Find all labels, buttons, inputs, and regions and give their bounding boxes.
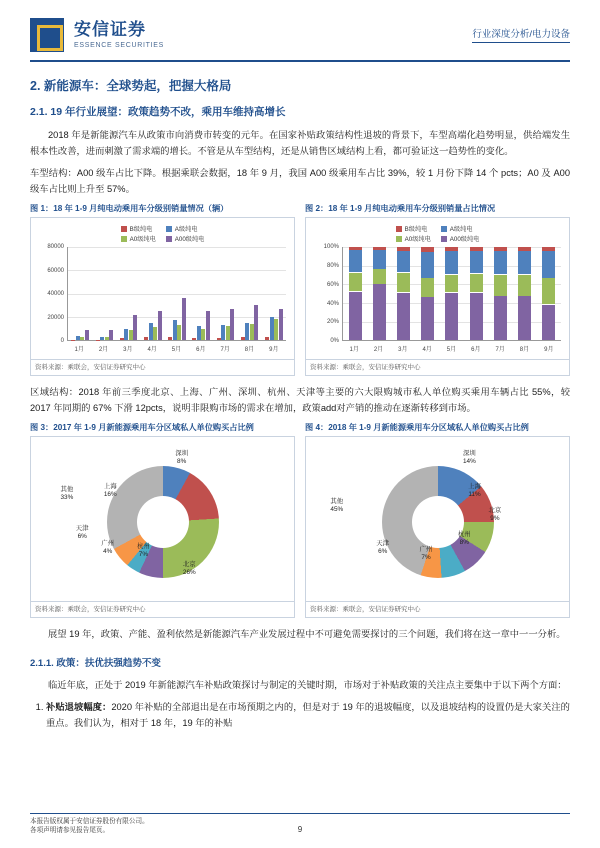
legend-item xyxy=(396,234,431,243)
bar-segment xyxy=(494,251,507,274)
breadcrumb-label: 行业深度分析/电力设备 xyxy=(472,28,570,40)
bar-segment xyxy=(421,297,434,340)
bar-segment xyxy=(421,247,434,252)
paragraph-1: 2018 年是新能源汽车从政策市向消费市转变的元年。在国家补贴政策结构性退坡的背景下，车型高端化趋势明显，供给端发生根本性改善，进而刺激了需求端的增长。不管是从车型结构，还是从销售区域结构上看，都可验证这一趋势性的变化。 xyxy=(30,129,570,156)
y-tick: 60000 xyxy=(47,267,64,274)
bar-segment xyxy=(470,251,483,273)
bar-segment xyxy=(470,247,483,251)
legend-label: A0级纯电 xyxy=(129,236,156,244)
bar-group xyxy=(241,247,259,340)
subsection-heading-1: 2.1. 19 年行业展望：政策趋势不改，乘用车维持高增长 xyxy=(30,105,286,118)
footer-inner xyxy=(30,817,570,836)
bar-segment xyxy=(518,251,531,274)
bar-segment xyxy=(421,278,434,296)
pie-slice-label: 天津 6% xyxy=(75,525,89,541)
figure-row-2 xyxy=(30,423,570,619)
bar xyxy=(226,326,230,340)
bar-group xyxy=(96,247,114,340)
bar-segment xyxy=(445,251,458,274)
figure-2-yaxis xyxy=(312,244,342,345)
bar xyxy=(133,315,137,341)
figure-3-donut xyxy=(107,466,219,578)
paragraph-5: 临近年底，正处于 2019 年新能源汽车补贴政策探讨与制定的关键时期，市场对于补贴政策的关注点主要集中于以下两个方面： xyxy=(48,679,567,690)
subsubsection-heading-1: 2.1.1. 政策：扶优扶强趋势不变 xyxy=(30,657,161,669)
legend-item xyxy=(121,234,156,243)
donut-hole xyxy=(137,496,189,548)
bar-stack xyxy=(542,247,555,340)
bar xyxy=(182,298,186,340)
paragraph-3: 区域结构：2018 年前三季度北京、上海、广州、深圳、杭州、天津等主要的六大限购城市私人单位购买乘用车辆占比 55%，较 2017 年同期的 67% 下滑 12pcts，说明非限购市场的需求在增加，政策add对产销的推动在逐渐转移到市场。 xyxy=(30,387,570,414)
x-tick: 2月 xyxy=(373,347,384,354)
legend-label: A级纯电 xyxy=(449,226,473,234)
y-tick: 100% xyxy=(323,244,339,251)
legend-swatch-icon xyxy=(441,236,447,242)
x-tick: 6月 xyxy=(471,347,481,354)
figure-2-title: 图 2：18 年 1-9 月纯电动乘用车分级别销量占比情况 xyxy=(305,203,496,213)
bar-segment xyxy=(445,247,458,251)
bar-segment xyxy=(349,250,362,272)
y-tick: 0 xyxy=(60,338,64,345)
bar-segment xyxy=(518,296,531,340)
bar-segment xyxy=(397,247,410,251)
figure-2-box xyxy=(305,217,570,376)
legend-swatch-icon xyxy=(166,236,172,242)
bar xyxy=(245,323,249,340)
bar-stack xyxy=(445,247,458,340)
bar-segment xyxy=(542,278,555,304)
pie-slice-label: 上海 16% xyxy=(103,483,117,499)
bar-segment xyxy=(494,247,507,251)
figure-1-legend xyxy=(35,224,290,243)
bar-segment xyxy=(397,251,410,272)
bar xyxy=(197,326,201,340)
figure-1-plot xyxy=(67,247,286,341)
bar xyxy=(85,330,89,340)
bar-segment xyxy=(470,274,483,292)
bar xyxy=(158,311,162,340)
footer-line-1: 本报告版权属于安信证券股份有限公司。 xyxy=(30,817,149,825)
numbered-list xyxy=(30,699,570,732)
bar xyxy=(71,340,75,341)
x-tick: 3月 xyxy=(398,347,408,354)
x-tick: 9月 xyxy=(544,347,554,354)
pie-slice-label: 其他 45% xyxy=(330,498,344,514)
logo-name-cn: 安信证券 xyxy=(74,19,146,39)
figure-4-title: 图 4：2018 年 1-9 月新能源乘用车分区域私人单位购买占比例 xyxy=(305,422,529,432)
y-tick: 80000 xyxy=(47,244,64,251)
bar xyxy=(254,305,258,340)
legend-item xyxy=(396,224,431,233)
bar xyxy=(173,320,177,340)
figure-4-donut-wrap xyxy=(310,447,565,597)
bar-group xyxy=(144,247,162,340)
figure-3-source: 资料来源：乘联会，安信证券研究中心 xyxy=(31,601,294,615)
company-logo-icon xyxy=(30,18,64,52)
figure-1-bars xyxy=(68,247,286,340)
list-item-text: 2020 年补贴的全部退出是在市场预期之内的，但是对于 19 年的退坡幅度，以及退坡结构的设置仍是大家关注的重点。我们认为，相对于 18 年，19 年的补贴 xyxy=(46,701,570,729)
legend-swatch-icon xyxy=(441,226,447,232)
bar-group xyxy=(192,247,210,340)
figure-3-donut-wrap xyxy=(35,447,290,597)
page-number: 9 xyxy=(297,825,303,834)
pie-slice-label: 杭州 8% xyxy=(457,531,471,547)
bar xyxy=(177,325,181,340)
bar-segment xyxy=(542,305,555,341)
bar-segment xyxy=(397,293,410,341)
breadcrumb-underline xyxy=(472,42,570,43)
y-tick: 20000 xyxy=(47,314,64,321)
paragraph-4: 展望 19 年，政策、产能、盈利依然是新能源汽车产业发展过程中不可避免需要探讨的三个问题，我们将在这一章中一一分析。 xyxy=(48,629,566,640)
legend-label: B级纯电 xyxy=(404,226,428,234)
bar-stack xyxy=(373,247,386,340)
figure-3-title: 图 3：2017 年 1-9 月新能源乘用车分区域私人单位购买占比例 xyxy=(30,422,254,432)
pie-slice-label: 广州 7% xyxy=(419,546,433,562)
pie-slice-label: 北京 26% xyxy=(182,561,196,577)
bar-segment xyxy=(518,275,531,296)
bar-segment xyxy=(373,284,386,340)
bar xyxy=(149,323,153,340)
page-footer xyxy=(30,813,570,836)
bar xyxy=(192,338,196,341)
bar-group xyxy=(168,247,186,340)
figure-4-box xyxy=(305,436,570,618)
legend-label: A级纯电 xyxy=(174,226,198,234)
bar-segment xyxy=(494,275,507,296)
pie-slice-label: 其他 33% xyxy=(60,486,74,502)
x-tick: 1月 xyxy=(349,347,359,354)
footer-divider xyxy=(30,813,570,814)
bar xyxy=(265,337,269,340)
figure-3-box xyxy=(30,436,295,618)
bar-stack xyxy=(518,247,531,340)
pie-slice-label: 上海 11% xyxy=(468,483,481,499)
legend-label: A00级纯电 xyxy=(449,236,480,244)
bar xyxy=(129,330,133,340)
x-tick: 3月 xyxy=(123,347,133,354)
y-tick: 40% xyxy=(326,300,339,307)
logo-name-en: ESSENCE SECURITIES xyxy=(74,41,165,49)
figure-2-source: 资料来源：乘联会，安信证券研究中心 xyxy=(306,359,569,373)
bar xyxy=(124,329,128,341)
legend-swatch-icon xyxy=(121,236,127,242)
section-heading: 2. 新能源车：全球势起，把握大格局 xyxy=(30,78,232,93)
pie-slice-label: 杭州 7% xyxy=(137,543,150,559)
bar-segment xyxy=(542,247,555,251)
pie-slice-label: 深圳 14% xyxy=(463,450,476,466)
bar-stack xyxy=(421,247,434,340)
bar-segment xyxy=(518,247,531,251)
x-tick: 5月 xyxy=(446,347,457,354)
bar-stack xyxy=(397,247,410,340)
bar xyxy=(217,338,221,340)
bar-segment xyxy=(373,269,386,284)
figure-1-xaxis xyxy=(67,342,286,355)
bar xyxy=(206,311,210,340)
legend-label: A0级纯电 xyxy=(404,236,431,244)
bar-segment xyxy=(494,296,507,340)
bar-segment xyxy=(421,252,434,278)
bar-segment xyxy=(373,250,386,268)
figure-1-source: 资料来源：乘联会，安信证券研究中心 xyxy=(31,359,294,373)
x-tick: 4月 xyxy=(147,347,157,354)
bar-group xyxy=(120,247,138,340)
list-item xyxy=(46,699,570,732)
legend-label: B级纯电 xyxy=(129,226,153,234)
bar xyxy=(144,337,148,340)
bar xyxy=(221,325,225,340)
figure-1-title: 图 1：18 年 1-9 月纯电动乘用车分级别销量情况（辆） xyxy=(30,203,229,213)
bar xyxy=(109,330,113,340)
figure-1 xyxy=(30,204,295,377)
x-tick: 6月 xyxy=(196,347,206,354)
footer-line-2: 各项声明请参见报告尾页。 xyxy=(30,827,110,835)
bar xyxy=(153,327,157,340)
figure-2-bars xyxy=(343,247,561,340)
figure-1-yaxis xyxy=(37,244,67,345)
x-tick: 9月 xyxy=(269,347,279,354)
header-divider xyxy=(30,60,570,62)
y-tick: 60% xyxy=(326,281,339,288)
y-tick: 20% xyxy=(326,319,339,326)
legend-swatch-icon xyxy=(121,226,127,232)
legend-item xyxy=(441,234,480,243)
bar xyxy=(105,337,109,340)
bar xyxy=(120,338,124,340)
bar-segment xyxy=(397,273,410,292)
legend-label: A00级纯电 xyxy=(174,236,205,244)
x-tick: 5月 xyxy=(171,347,182,354)
figure-4-source: 资料来源：乘联会，安信证券研究中心 xyxy=(306,601,569,615)
bar-segment xyxy=(445,275,458,292)
x-tick: 4月 xyxy=(422,347,432,354)
figure-row-1 xyxy=(30,204,570,377)
paragraph-2: 车型结构：A00 级车占比下降。根据乘联会数据，18 年 9 月，我国 A00 级乘用车占比 39%，较 1 月份下降 14 个 pcts；A0 及 A00 级车占比则上升至 57%。 xyxy=(30,168,570,195)
y-tick: 0% xyxy=(330,338,339,345)
bar xyxy=(274,319,278,340)
x-tick: 2月 xyxy=(98,347,109,354)
bar xyxy=(250,324,254,340)
bar xyxy=(80,337,84,340)
figure-2 xyxy=(305,204,570,377)
bar-stack xyxy=(494,247,507,340)
bar-group xyxy=(265,247,283,340)
pie-slice-label: 深圳 8% xyxy=(175,450,189,466)
legend-item xyxy=(441,224,480,233)
bar-segment xyxy=(470,293,483,341)
figure-2-xaxis xyxy=(342,342,561,355)
figure-2-plot xyxy=(342,247,561,341)
bar xyxy=(270,317,274,340)
figure-2-chart xyxy=(312,244,563,355)
bar-group xyxy=(217,247,235,340)
bar xyxy=(168,337,172,340)
page-header xyxy=(30,0,570,60)
bar xyxy=(230,309,234,340)
legend-swatch-icon xyxy=(166,226,172,232)
bar-segment xyxy=(542,251,555,278)
bar xyxy=(279,309,283,340)
y-tick: 80% xyxy=(326,263,339,270)
bar-stack xyxy=(470,247,483,340)
x-tick: 7月 xyxy=(220,347,230,354)
legend-item xyxy=(166,234,205,243)
list-item-lead: 补贴退坡幅度： xyxy=(46,701,112,712)
legend-swatch-icon xyxy=(396,226,402,232)
x-tick: 1月 xyxy=(74,347,84,354)
bar xyxy=(201,329,205,341)
figure-4 xyxy=(305,423,570,619)
bar-stack xyxy=(349,247,362,340)
x-tick: 8月 xyxy=(244,347,255,354)
legend-item xyxy=(166,224,205,233)
figure-3 xyxy=(30,423,295,619)
breadcrumb xyxy=(472,26,570,45)
pie-slice-label: 天津 6% xyxy=(376,540,390,556)
pie-slice-label: 北京 9% xyxy=(488,507,502,523)
bar xyxy=(241,337,245,340)
bar xyxy=(76,336,80,341)
bar-segment xyxy=(445,293,458,341)
figure-1-chart xyxy=(37,244,288,355)
figure-1-box xyxy=(30,217,295,376)
logo-text xyxy=(74,21,164,49)
bar-group xyxy=(71,247,89,340)
x-tick: 8月 xyxy=(519,347,530,354)
legend-swatch-icon xyxy=(396,236,402,242)
x-tick: 7月 xyxy=(495,347,505,354)
bar-segment xyxy=(349,292,362,341)
pie-slice-label: 广州 4% xyxy=(101,540,115,556)
y-tick: 40000 xyxy=(47,291,64,298)
donut-hole xyxy=(412,496,464,548)
bar-segment xyxy=(349,273,362,291)
legend-item xyxy=(121,224,156,233)
bar xyxy=(100,337,104,340)
figure-2-legend xyxy=(310,224,565,243)
